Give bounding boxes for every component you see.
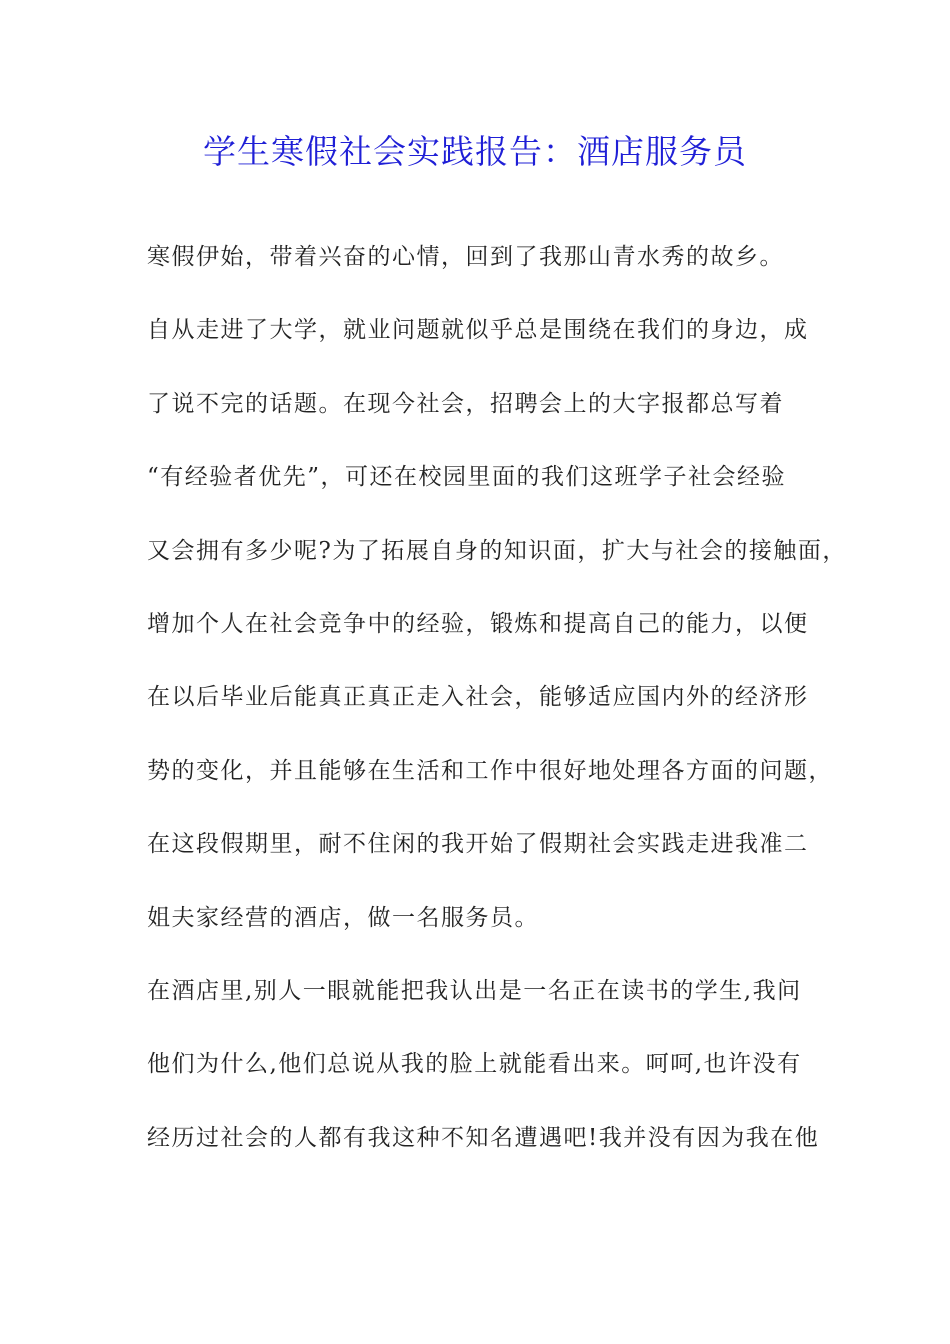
body-line: 经历过社会的人都有我这种不知名遭遇吧!我并没有因为我在他 bbox=[147, 1124, 820, 1151]
body-line: 他们为什么,他们总说从我的脸上就能看出来。呵呵,也许没有 bbox=[147, 1051, 802, 1078]
body-line: 姐夫家经营的酒店，做一名服务员。 bbox=[147, 904, 539, 931]
body-line: 了说不完的话题。在现今社会，招聘会上的大字报都总写着 bbox=[147, 390, 784, 417]
body-line: 势的变化，并且能够在生活和工作中很好地处理各方面的问题， bbox=[147, 757, 833, 784]
body-line: 自从走进了大学，就业问题就似乎总是围绕在我们的身边，成 bbox=[147, 317, 809, 344]
document-body bbox=[147, 233, 847, 1187]
body-line: 寒假伊始，带着兴奋的心情，回到了我那山青水秀的故乡。 bbox=[147, 244, 784, 270]
body-line: 在这段假期里，耐不住闲的我开始了假期社会实践走进我准二 bbox=[147, 831, 809, 858]
document-title: 学生寒假社会实践报告：酒店服务员 bbox=[203, 132, 747, 171]
body-line: 增加个人在社会竞争中的经验，锻炼和提高自己的能力，以便 bbox=[147, 610, 809, 637]
body-line: “有经验者优先”，可还在校园里面的我们这班学子社会经验 bbox=[147, 464, 787, 491]
body-line: 在酒店里,别人一眼就能把我认出是一名正在读书的学生,我问 bbox=[147, 977, 802, 1004]
body-line: 在以后毕业后能真正真正走入社会，能够适应国内外的经济形 bbox=[147, 684, 809, 711]
body-line: 又会拥有多少呢?为了拓展自身的知识面，扩大与社会的接触面， bbox=[147, 537, 847, 564]
